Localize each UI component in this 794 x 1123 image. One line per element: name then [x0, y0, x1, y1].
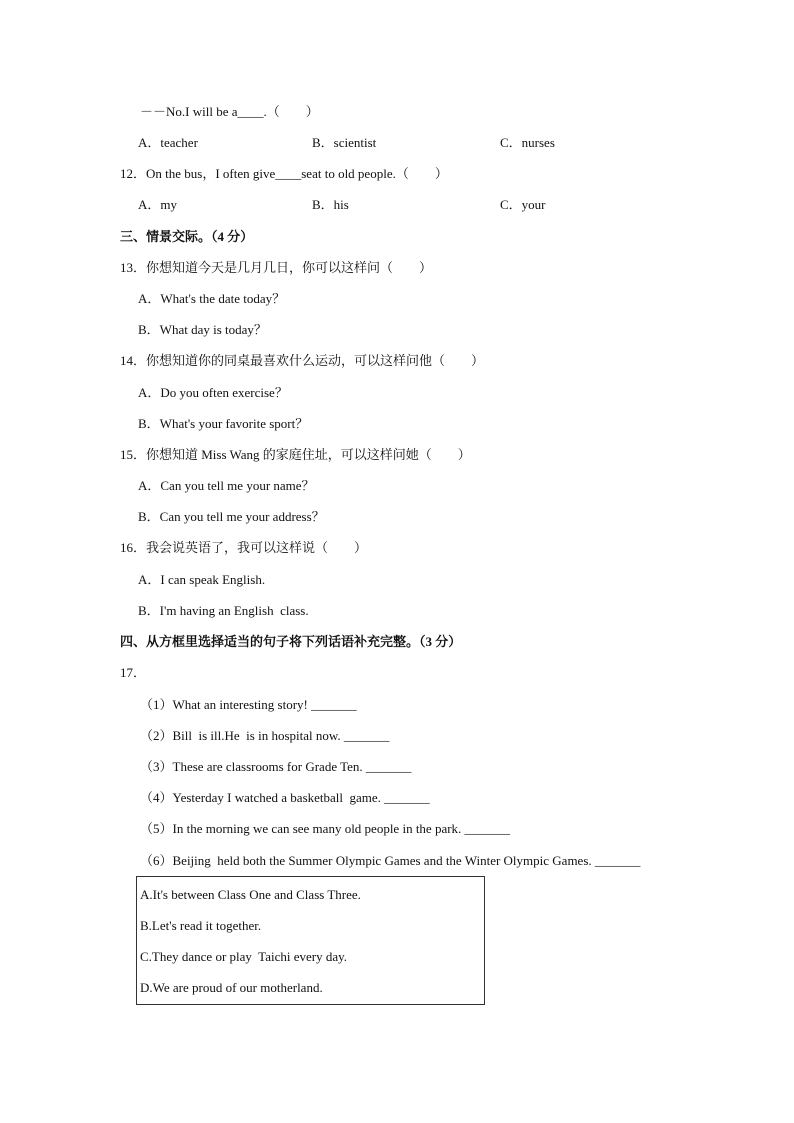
q17-number: 17．: [120, 665, 147, 680]
q12-stem: 12．On the bus，I often give____seat to old people.（ ）: [120, 166, 448, 181]
q17-item-2: （2）Bill is ill.He is in hospital now. _______: [140, 728, 390, 743]
q14-option-b: B．What's your favorite sport？: [138, 416, 309, 431]
q11-dialogue-line: －－No.I will be a____.（ ）: [140, 104, 319, 119]
q16-stem: 16．我会说英语了，我可以这样说（ ）: [120, 540, 368, 555]
q12-option-a: A．my: [138, 197, 178, 212]
answer-choices-box: [136, 876, 485, 1005]
q17-item-1: （1）What an interesting story! _______: [140, 697, 357, 712]
q12-option-b: B．his: [312, 197, 349, 212]
q17-item-3: （3）These are classrooms for Grade Ten. _______: [140, 759, 412, 774]
q15-option-b: B．Can you tell me your address？: [138, 509, 325, 524]
choice-b: B.Let's read it together.: [140, 918, 262, 933]
q14-stem: 14．你想知道你的同桌最喜欢什么运动，可以这样问他（ ）: [120, 353, 485, 368]
q17-item-4: （4）Yesterday I watched a basketball game. _______: [140, 790, 430, 805]
q14-option-a: A．Do you often exercise？: [138, 385, 288, 400]
q11-option-b: B．scientist: [312, 135, 377, 150]
q11-option-c: C．nurses: [500, 135, 555, 150]
q13-option-a: A．What's the date today？: [138, 291, 286, 306]
q16-option-a: A．I can speak English.: [138, 572, 266, 587]
q17-item-5: （5）In the morning we can see many old people in the park. _______: [140, 821, 511, 836]
choice-d: D.We are proud of our motherland.: [140, 980, 323, 995]
q17-item-6: （6）Beijing held both the Summer Olympic Games and the Winter Olympic Games. _______: [140, 853, 641, 868]
q11-option-a: A．teacher: [138, 135, 198, 150]
choice-a: A.It's between Class One and Class Three.: [140, 887, 361, 902]
choice-c: C.They dance or play Taichi every day.: [140, 949, 348, 964]
q15-stem: 15．你想知道 Miss Wang 的家庭住址，可以这样问她（ ）: [120, 447, 471, 462]
q13-option-b: B．What day is today？: [138, 322, 267, 337]
section-3-title: 三、情景交际。（4 分）: [120, 229, 254, 244]
q15-option-a: A．Can you tell me your name？: [138, 478, 315, 493]
q16-option-b: B．I'm having an English class.: [138, 603, 309, 618]
q12-option-c: C．your: [500, 197, 546, 212]
section-4-title: 四、从方框里选择适当的句子将下列话语补充完整。（3 分）: [120, 634, 462, 649]
q13-stem: 13．你想知道今天是几月几日，你可以这样问（ ）: [120, 260, 433, 275]
